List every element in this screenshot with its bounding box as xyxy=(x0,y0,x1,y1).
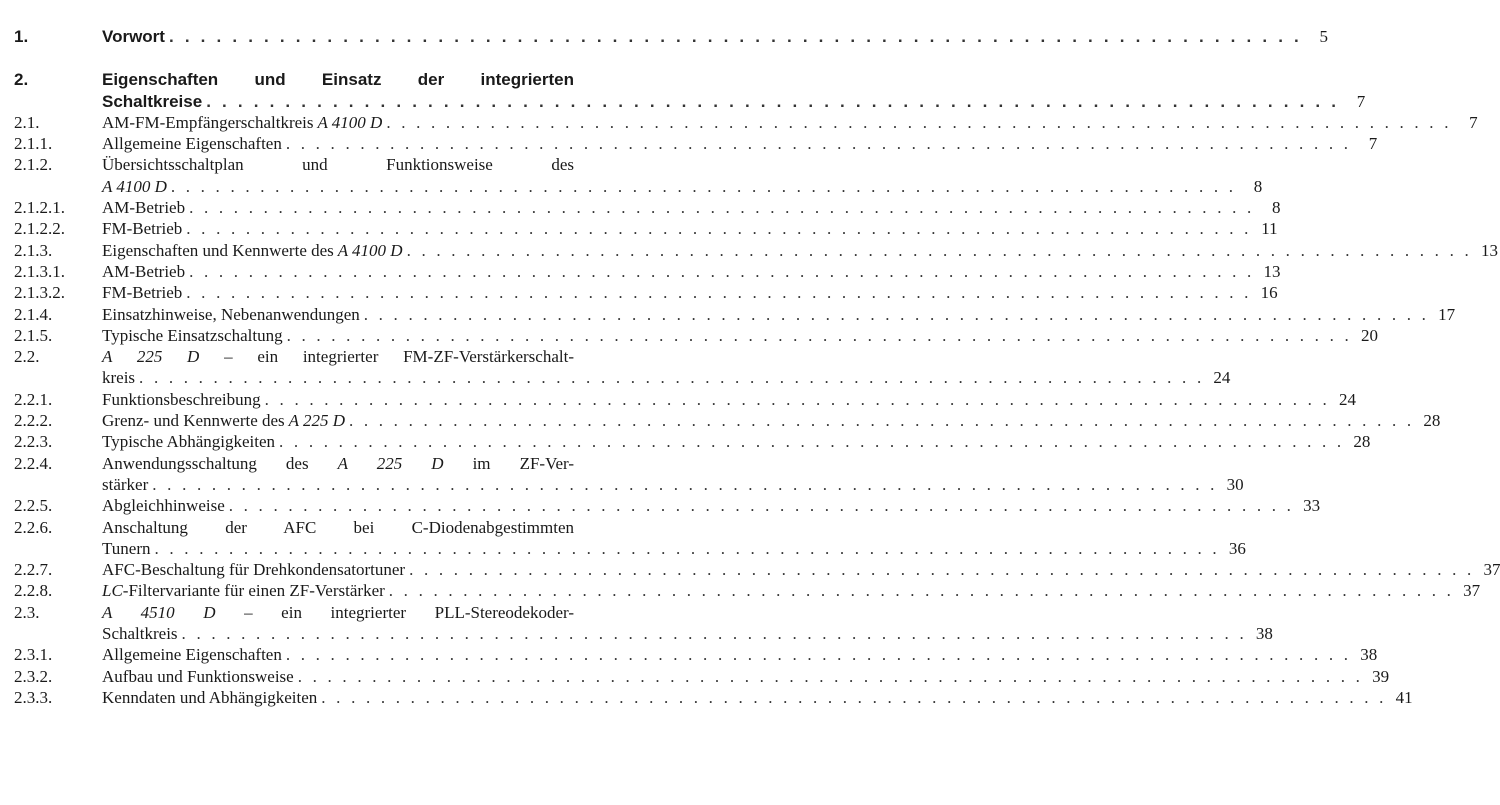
entry-title xyxy=(102,389,261,410)
entry-title xyxy=(102,474,148,495)
title-text: Aufbau und Funktionsweise xyxy=(102,666,294,686)
title-text: Funktionsbeschreibung xyxy=(102,389,261,409)
section-number: 2.2.3. xyxy=(14,432,53,452)
dot-leader: . . . . . . . . . . . . . . . . . . . . . . . . . . . . . . . . . . . . . . . . . . . . . . . . . . . . . . . . . . . . . . . . . . . . . . . . xyxy=(279,432,1345,452)
entry-last-line xyxy=(102,26,1328,47)
page-number: 7 xyxy=(1356,91,1366,111)
entry-body xyxy=(102,282,1278,303)
toc-entry[interactable] xyxy=(14,602,1273,645)
entry-last-line xyxy=(102,197,1281,218)
dot-leader: . . . . . . . . . . . . . . . . . . . . . . . . . . . . . . . . . . . . . . . . . . . . . . . . . . . . . . . . . . . . . . . . . . . . . . . . xyxy=(168,27,1302,46)
entry-last-line xyxy=(102,176,1263,197)
dot-leader: . . . . . . . . . . . . . . . . . . . . . . . . . . . . . . . . . . . . . . . . . . . . . . . . . . . . . . . . . . . . . . . . . . . . . . . . xyxy=(409,560,1475,580)
entry-body xyxy=(102,389,1357,410)
toc-entry[interactable] xyxy=(14,282,1278,303)
page-number: 16 xyxy=(1260,283,1278,303)
section-number: 2.3.2. xyxy=(14,666,53,686)
entry-title xyxy=(102,26,165,47)
section-number: 2.2.1. xyxy=(14,389,53,409)
entry-title xyxy=(102,91,202,112)
entry-body xyxy=(102,218,1278,239)
page-number: 38 xyxy=(1360,645,1378,665)
entry-body xyxy=(102,410,1441,431)
entry-body xyxy=(102,644,1378,665)
entry-body xyxy=(102,325,1378,346)
page-number: 8 xyxy=(1253,176,1263,196)
entry-title-line: Eigenschaften und Einsatz der integrierten xyxy=(102,70,574,90)
section-number: 2.2.8. xyxy=(14,581,53,601)
entry-body xyxy=(102,261,1281,282)
entry-body xyxy=(102,495,1321,516)
page-number: 24 xyxy=(1339,389,1357,409)
section-number: 2.2.6. xyxy=(14,517,53,537)
dot-leader: . . . . . . . . . . . . . . . . . . . . . . . . . . . . . . . . . . . . . . . . . . . . . . . . . . . . . . . . . . . . . . . . . . . . . . . . xyxy=(348,411,1415,431)
page-number: 33 xyxy=(1303,496,1321,516)
entry-title-line xyxy=(102,453,574,474)
page-number: 8 xyxy=(1271,198,1281,218)
chip-name: A 4100 D xyxy=(102,176,167,196)
title-text: Schaltkreise xyxy=(102,91,203,111)
section-number: 2.2.7. xyxy=(14,560,53,580)
entry-body xyxy=(102,346,1231,389)
entry-last-line xyxy=(102,623,1273,644)
page-number: 37 xyxy=(1463,581,1481,601)
entry-last-line xyxy=(102,538,1246,559)
entry-body xyxy=(102,666,1390,687)
toc-entry[interactable] xyxy=(14,517,1246,560)
entry-body xyxy=(102,154,1263,197)
entry-body xyxy=(102,133,1378,154)
toc-entry[interactable] xyxy=(14,26,1328,47)
toc-entry[interactable] xyxy=(14,304,1456,325)
toc-entry[interactable] xyxy=(14,112,1478,133)
entry-title xyxy=(102,197,185,218)
entry-last-line xyxy=(102,240,1498,261)
entry-body xyxy=(102,580,1481,601)
entry-title xyxy=(102,431,275,452)
entry-title xyxy=(102,410,345,431)
page-number: 13 xyxy=(1263,261,1281,281)
entry-title xyxy=(102,176,167,197)
entry-last-line xyxy=(102,91,1366,112)
entry-last-line xyxy=(102,282,1278,303)
dot-leader: . . . . . . . . . . . . . . . . . . . . . . . . . . . . . . . . . . . . . . . . . . . . . . . . . . . . . . . . . . . . . . . . . . . . . . . . xyxy=(186,283,1252,303)
section-number: 2.1.4. xyxy=(14,304,53,324)
entry-title xyxy=(102,687,317,708)
dot-leader: . . . . . . . . . . . . . . . . . . . . . . . . . . . . . . . . . . . . . . . . . . . . . . . . . . . . . . . . . . . . . . . . . . . . . . . . xyxy=(286,325,1352,345)
toc-entry[interactable] xyxy=(14,453,1244,496)
entry-body xyxy=(102,240,1498,261)
entry-last-line xyxy=(102,304,1456,325)
entry-last-line xyxy=(102,367,1231,388)
dot-leader: . . . . . . . . . . . . . . . . . . . . . . . . . . . . . . . . . . . . . . . . . . . . . . . . . . . . . . . . . . . . . . . . . . . . . . . . xyxy=(285,645,1352,665)
dot-leader: . . . . . . . . . . . . . . . . . . . . . . . . . . . . . . . . . . . . . . . . . . . . . . . . . . . . . . . . . . . . . . . . . . . . . . . . xyxy=(139,368,1205,388)
dot-leader: . . . . . . . . . . . . . . . . . . . . . . . . . . . . . . . . . . . . . . . . . . . . . . . . . . . . . . . . . . . . . . . . . . . . . . . . xyxy=(297,666,1364,686)
dot-leader: . . . . . . . . . . . . . . . . . . . . . . . . . . . . . . . . . . . . . . . . . . . . . . . . . . . . . . . . . . . . . . . . . . . . . . . . xyxy=(181,624,1247,644)
entry-title-line: Übersichtsschaltplan und Funktionsweise des xyxy=(102,155,574,175)
entry-body xyxy=(102,69,1366,112)
entry-title xyxy=(102,218,182,239)
section-number: 2.1.3.2. xyxy=(14,283,65,303)
entry-body xyxy=(102,602,1273,645)
entry-body xyxy=(102,26,1328,47)
section-number: 2.3. xyxy=(14,602,40,622)
chip-name: A 225 D xyxy=(337,453,444,473)
dot-leader: . . . . . . . . . . . . . . . . . . . . . . . . . . . . . . . . . . . . . . . . . . . . . . . . . . . . . . . . . . . . . . . . . . . . . . . . xyxy=(152,474,1218,494)
entry-title xyxy=(102,112,382,133)
section-number: 2.2.4. xyxy=(14,453,53,473)
entry-title xyxy=(102,367,135,388)
entry-last-line xyxy=(102,112,1478,133)
section-number: 2.3.3. xyxy=(14,687,53,707)
title-text: Anwendungsschaltung des xyxy=(102,453,338,473)
chip-name: A 225 D xyxy=(284,411,345,431)
title-text: stärker xyxy=(102,474,149,494)
toc-entry[interactable] xyxy=(14,261,1281,282)
page-number: 5 xyxy=(1319,27,1328,46)
entry-title xyxy=(102,623,178,644)
entry-body xyxy=(102,517,1246,560)
title-text: AM-Betrieb xyxy=(102,261,186,281)
entry-title xyxy=(102,580,385,601)
dot-leader: . . . . . . . . . . . . . . . . . . . . . . . . . . . . . . . . . . . . . . . . . . . . . . . . . . . . . . . . . . . . . . . . . . . . . . . . xyxy=(170,176,1237,196)
entry-last-line xyxy=(102,580,1481,601)
section-number: 2.1.3. xyxy=(14,240,53,260)
section-number: 2.1.2.2. xyxy=(14,219,65,239)
section-number: 2.2. xyxy=(14,347,40,367)
entry-last-line xyxy=(102,133,1378,154)
entry-last-line xyxy=(102,218,1278,239)
toc-entry[interactable] xyxy=(14,197,1281,218)
entry-last-line xyxy=(102,389,1357,410)
section-number: 2.3.1. xyxy=(14,645,53,665)
title-text: Tunern xyxy=(102,538,151,558)
title-text: Vorwort xyxy=(102,27,165,46)
dot-leader: . . . . . . . . . . . . . . . . . . . . . . . . . . . . . . . . . . . . . . . . . . . . . . . . . . . . . . . . . . . . . . . . . . . . . . . . xyxy=(206,91,1340,111)
entry-title xyxy=(102,282,182,303)
section-number: 1. xyxy=(14,27,29,46)
dot-leader: . . . . . . . . . . . . . . . . . . . . . . . . . . . . . . . . . . . . . . . . . . . . . . . . . . . . . . . . . . . . . . . . . . . . . . . . xyxy=(363,304,1430,324)
entry-body xyxy=(102,197,1281,218)
section-number: 2.1.5. xyxy=(14,325,53,345)
page-number: 30 xyxy=(1226,474,1244,494)
entry-last-line xyxy=(102,495,1321,516)
toc-entry[interactable] xyxy=(14,687,1413,708)
page-number: 17 xyxy=(1438,304,1456,324)
dot-leader: . . . . . . . . . . . . . . . . . . . . . . . . . . . . . . . . . . . . . . . . . . . . . . . . . . . . . . . . . . . . . . . . . . . . . . . . xyxy=(388,581,1455,601)
title-text: Typische Einsatzschaltung xyxy=(102,325,283,345)
entry-title xyxy=(102,325,283,346)
title-text: Allgemeine Eigenschaften xyxy=(102,134,282,154)
dot-leader: . . . . . . . . . . . . . . . . . . . . . . . . . . . . . . . . . . . . . . . . . . . . . . . . . . . . . . . . . . . . . . . . . . . . . . . . xyxy=(228,496,1295,516)
toc-entry[interactable] xyxy=(14,346,1231,389)
entry-last-line xyxy=(102,325,1378,346)
section-number: 2.1.3.1. xyxy=(14,261,65,281)
dot-leader: . . . . . . . . . . . . . . . . . . . . . . . . . . . . . . . . . . . . . . . . . . . . . . . . . . . . . . . . . . . . . . . . . . . . . . . . xyxy=(186,219,1252,239)
section-number: 2.2.5. xyxy=(14,496,53,516)
title-text: kreis xyxy=(102,368,136,388)
chip-name: A 4100 D xyxy=(313,112,383,132)
page-number: 28 xyxy=(1353,432,1371,452)
entry-title xyxy=(102,559,405,580)
section-number: 2. xyxy=(14,70,29,90)
page-number: 41 xyxy=(1395,687,1413,707)
title-text: Abgleichhinweise xyxy=(102,496,225,516)
chip-name: LC xyxy=(102,581,123,601)
page-number: 38 xyxy=(1255,624,1273,644)
entry-body xyxy=(102,431,1371,452)
title-text: -Filtervariante für einen ZF-Verstärker xyxy=(122,581,385,601)
title-text: AM-Betrieb xyxy=(102,198,186,218)
dot-leader: . . . . . . . . . . . . . . . . . . . . . . . . . . . . . . . . . . . . . . . . . . . . . . . . . . . . . . . . . . . . . . . . . . . . . . . . xyxy=(386,112,1452,132)
page-number: 7 xyxy=(1368,134,1378,154)
entry-title-line xyxy=(102,602,574,623)
toc-entry[interactable] xyxy=(14,240,1498,261)
toc-entry[interactable] xyxy=(14,133,1378,154)
page-number: 36 xyxy=(1228,538,1246,558)
dot-leader: . . . . . . . . . . . . . . . . . . . . . . . . . . . . . . . . . . . . . . . . . . . . . . . . . . . . . . . . . . . . . . . . . . . . . . . . xyxy=(285,134,1352,154)
toc-entry[interactable] xyxy=(14,410,1441,431)
page-number: 13 xyxy=(1480,240,1498,260)
dot-leader: . . . . . . . . . . . . . . . . . . . . . . . . . . . . . . . . . . . . . . . . . . . . . . . . . . . . . . . . . . . . . . . . . . . . . . . . xyxy=(189,198,1255,218)
toc-entry[interactable] xyxy=(14,666,1390,687)
dot-leader: . . . . . . . . . . . . . . . . . . . . . . . . . . . . . . . . . . . . . . . . . . . . . . . . . . . . . . . . . . . . . . . . . . . . . . . . xyxy=(321,687,1387,707)
entry-title xyxy=(102,133,282,154)
page-number: 20 xyxy=(1360,325,1378,345)
title-text: Einsatzhinweise, Nebenanwendungen xyxy=(102,304,360,324)
title-text: AFC-Beschaltung für Drehkondensatortuner xyxy=(102,560,406,580)
page-number: 39 xyxy=(1372,666,1390,686)
entry-body xyxy=(102,559,1500,580)
toc-entry[interactable] xyxy=(14,580,1481,601)
title-text: FM-Betrieb xyxy=(102,283,183,303)
entry-last-line xyxy=(102,410,1441,431)
page-number: 28 xyxy=(1423,411,1441,431)
entry-title xyxy=(102,261,185,282)
section-number: 2.2.2. xyxy=(14,411,53,431)
section-number: 2.1.1. xyxy=(14,134,53,154)
title-text: Typische Abhängigkeiten xyxy=(102,432,276,452)
chip-name: A 4100 D xyxy=(333,240,403,260)
section-number: 2.1.2.1. xyxy=(14,198,65,218)
entry-title xyxy=(102,304,360,325)
entry-title xyxy=(102,495,225,516)
entry-body xyxy=(102,304,1456,325)
section-number: 2.1. xyxy=(14,112,40,132)
toc-entry[interactable] xyxy=(14,325,1378,346)
title-text: Allgemeine Eigenschaften xyxy=(102,645,282,665)
title-text: Eigenschaften und Kennwerte des xyxy=(102,240,334,260)
entry-title xyxy=(102,644,282,665)
entry-body xyxy=(102,687,1413,708)
page-number: 24 xyxy=(1213,368,1231,388)
page-number: 11 xyxy=(1261,219,1278,239)
title-text: Grenz- und Kennwerte des xyxy=(102,411,285,431)
entry-title xyxy=(102,240,403,261)
toc-entry[interactable] xyxy=(14,389,1357,410)
page-number: 7 xyxy=(1469,112,1478,132)
title-text: FM-Betrieb xyxy=(102,219,183,239)
toc-entry[interactable] xyxy=(14,644,1378,665)
title-text: – ein integrierter PLL-Stereodekoder- xyxy=(215,602,574,622)
entry-last-line xyxy=(102,474,1244,495)
entry-last-line xyxy=(102,666,1390,687)
section-number: 2.1.2. xyxy=(14,155,53,175)
toc-entry[interactable] xyxy=(14,431,1371,452)
entry-body xyxy=(102,453,1244,496)
table-of-contents xyxy=(14,26,1500,708)
entry-last-line xyxy=(102,644,1378,665)
toc-entry[interactable] xyxy=(14,154,1263,197)
entry-title-line: Anschaltung der AFC bei C-Diodenabgestimmten xyxy=(102,517,574,537)
title-text: Kenndaten und Abhängigkeiten xyxy=(102,687,318,707)
entry-body xyxy=(102,112,1478,133)
dot-leader: . . . . . . . . . . . . . . . . . . . . . . . . . . . . . . . . . . . . . . . . . . . . . . . . . . . . . . . . . . . . . . . . . . . . . . . . xyxy=(406,240,1472,260)
toc-entry[interactable] xyxy=(14,218,1278,239)
entry-last-line xyxy=(102,431,1371,452)
entry-title xyxy=(102,666,294,687)
dot-leader: . . . . . . . . . . . . . . . . . . . . . . . . . . . . . . . . . . . . . . . . . . . . . . . . . . . . . . . . . . . . . . . . . . . . . . . . xyxy=(264,389,1331,409)
entry-title-line xyxy=(102,346,574,367)
title-text: Schaltkreis xyxy=(102,624,178,644)
title-text: AM-FM-Empfängerschaltkreis xyxy=(102,112,314,132)
title-text: – ein integrierter FM-ZF-Verstärkerschalt- xyxy=(199,347,574,367)
toc-entry[interactable] xyxy=(14,69,1366,112)
toc-entry[interactable] xyxy=(14,559,1500,580)
page-number: 37 xyxy=(1483,560,1500,580)
toc-entry[interactable] xyxy=(14,495,1321,516)
chip-name: A 225 D xyxy=(102,347,200,367)
entry-last-line xyxy=(102,559,1500,580)
entry-last-line xyxy=(102,687,1413,708)
chip-name: A 4510 D xyxy=(102,602,216,622)
dot-leader: . . . . . . . . . . . . . . . . . . . . . . . . . . . . . . . . . . . . . . . . . . . . . . . . . . . . . . . . . . . . . . . . . . . . . . . . xyxy=(154,538,1220,558)
entry-last-line xyxy=(102,261,1281,282)
dot-leader: . . . . . . . . . . . . . . . . . . . . . . . . . . . . . . . . . . . . . . . . . . . . . . . . . . . . . . . . . . . . . . . . . . . . . . . . xyxy=(189,261,1255,281)
title-text: im ZF-Ver- xyxy=(443,453,574,473)
entry-title xyxy=(102,538,151,559)
